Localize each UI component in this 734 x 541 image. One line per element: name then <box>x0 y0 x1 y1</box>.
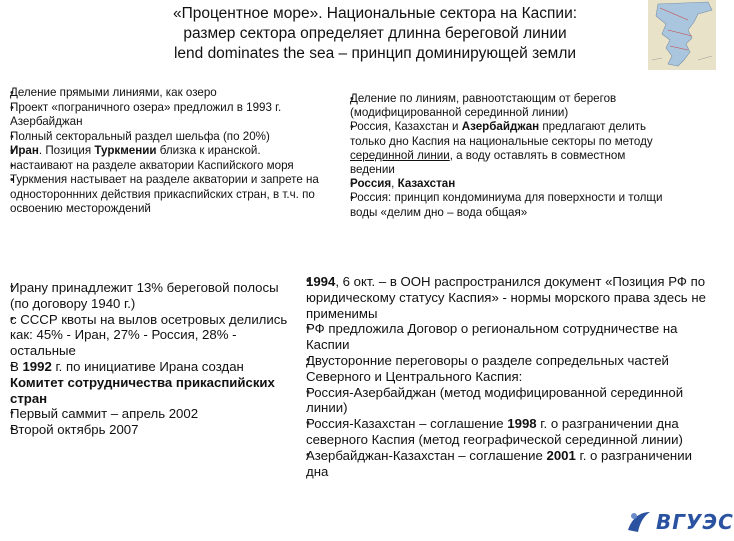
list-item: • Второй октябрь 2007 <box>10 422 292 438</box>
list-item: • Россия, Казахстан и Азербайджан предлагают делить только дно Каспия на национальные секторы по методу серединной линии, а воду оставлять в совместном ведении <box>350 120 670 177</box>
list-item: • Проект «пограничного озера» предложил в 1993 г. Азербайджан <box>10 101 342 130</box>
left-top-list <box>10 86 342 217</box>
list-item: • Россия-Азербайджан (метод модифицированной серединной линии) <box>306 385 716 417</box>
left-bottom-list <box>10 280 292 438</box>
list-item: • В 1992 г. по инициативе Ирана создан Комитет сотрудничества прикаспийских стран <box>10 359 292 406</box>
list-item: • Азербайджан-Казахстан – соглашение 2001 г. о разграничении дна <box>306 448 716 480</box>
list-item: • Деление прямыми линиями, как озеро <box>10 86 342 101</box>
list-item: • Ирану принадлежит 13% береговой полосы (по договору 1940 г.) <box>10 280 292 312</box>
right-bottom-list <box>306 274 716 479</box>
list-item: • Россия, Казахстан <box>350 177 670 191</box>
title-line-2: размер сектора определяет длинна береговой линии <box>183 25 567 42</box>
slide-title <box>120 4 630 64</box>
logo-text: ВГУЭС <box>656 510 734 534</box>
title-line-3: lend dominates the sea – принцип доминирующей земли <box>173 45 577 62</box>
list-item: • Россия-Казахстан – соглашение 1998 г. о разграничении дна северного Каспия (метод географической серединной линии) <box>306 416 716 448</box>
list-item: • Россия: принцип кондоминиума для поверхности и толщи воды «делим дно – вода общая» <box>350 191 670 219</box>
caspian-map-icon <box>648 0 716 70</box>
list-item: • Двусторонние переговоры о разделе сопредельных частей Северного и Центрального Каспия: <box>306 353 716 385</box>
list-item: • настаивают на разделе акватории Каспийского моря <box>10 159 342 174</box>
university-logo <box>624 508 734 536</box>
list-item: • Иран. Позиция Туркмении близка к иранской. <box>10 144 342 159</box>
list-item: • 1994, 6 окт. – в ООН распространился документ «Позиция РФ по юридическому статусу Каспия» - нормы морского права здесь не применимы <box>306 274 716 321</box>
logo-emblem-icon <box>624 508 654 536</box>
right-top-list <box>350 92 670 220</box>
list-item: • Первый саммит – апрель 2002 <box>10 406 292 422</box>
list-item: • Полный секторальный раздел шельфа (по 20%) <box>10 130 342 145</box>
list-item: • РФ предложила Договор о региональном сотрудничестве на Каспии <box>306 321 716 353</box>
title-line-1: «Процентное море». Национальные сектора на Каспии: <box>172 5 578 22</box>
list-item: • Деление по линиям, равноотстающим от берегов (модифицированной серединной линии) <box>350 92 670 120</box>
list-item: • Туркмения настывает на разделе акватории и запрете на одностороннних действия прикаспийских стран, в т.ч. по освоению месторождений <box>10 173 342 217</box>
list-item: • с СССР квоты на вылов осетровых делились как: 45% - Иран, 27% - Россия, 28% - остальные <box>10 312 292 359</box>
